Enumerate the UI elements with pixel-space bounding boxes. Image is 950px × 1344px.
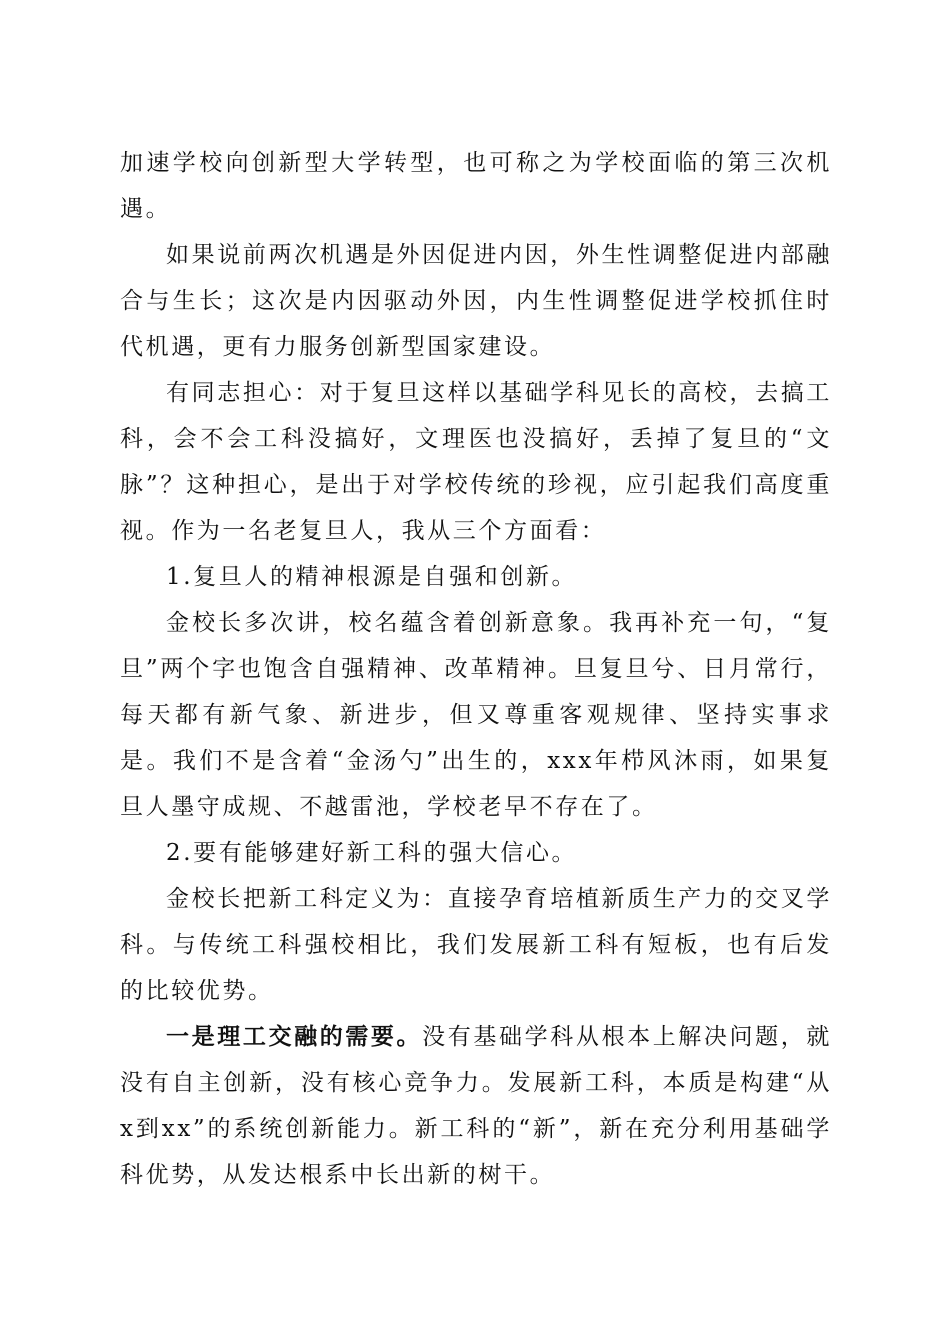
heading-point-1: 1.复旦人的精神根源是自强和创新。 [166, 564, 578, 590]
paragraph-continuation: 加速学校向创新型大学转型，也可称之为学校面临的第三次机遇。 [120, 150, 832, 222]
document-body [120, 140, 832, 1198]
paragraph-concern: 有同志担心：对于复旦这样以基础学科见长的高校，去搞工科，会不会工科没搞好，文理医也没搞好，丢掉了复旦的“文脉”？这种担心，是出于对学校传统的珍视，应引起我们高度重视。作为一名老复旦人，我从三个方面看： [120, 380, 832, 544]
paragraph-new-engineering-definition: 金校长把新工科定义为：直接孕育培植新质生产力的交叉学科。与传统工科强校相比，我们发展新工科有短板，也有后发的比较优势。 [120, 886, 832, 1004]
paragraph-science-engineering-fusion [120, 1014, 832, 1198]
paragraph-two-opportunities: 如果说前两次机遇是外因促进内因，外生性调整促进内部融合与生长；这次是内因驱动外因，内生性调整促进学校抓住时代机遇，更有力服务创新型国家建设。 [120, 242, 832, 360]
heading-point-2: 2.要有能够建好新工科的强大信心。 [166, 840, 578, 866]
paragraph-body: 没有基础学科从根本上解决问题，就没有自主创新，没有核心竞争力。发展新工科，本质是构建“从x到xx”的系统创新能力。新工科的“新”，新在充分利用基础学科优势，从发达根系中长出新的树干。 [120, 1024, 832, 1188]
paragraph-school-name: 金校长多次讲，校名蕴含着创新意象。我再补充一句，“复旦”两个字也饱含自强精神、改革精神。旦复旦兮、日月常行，每天都有新气象、新进步，但又尊重客观规律、坚持实事求是。我们不是含着“金汤勺”出生的，xxx年栉风沐雨，如果复旦人墨守成规、不越雷池，学校老早不存在了。 [120, 610, 832, 820]
paragraph-lead-bold: 一是理工交融的需要。 [166, 1023, 423, 1050]
